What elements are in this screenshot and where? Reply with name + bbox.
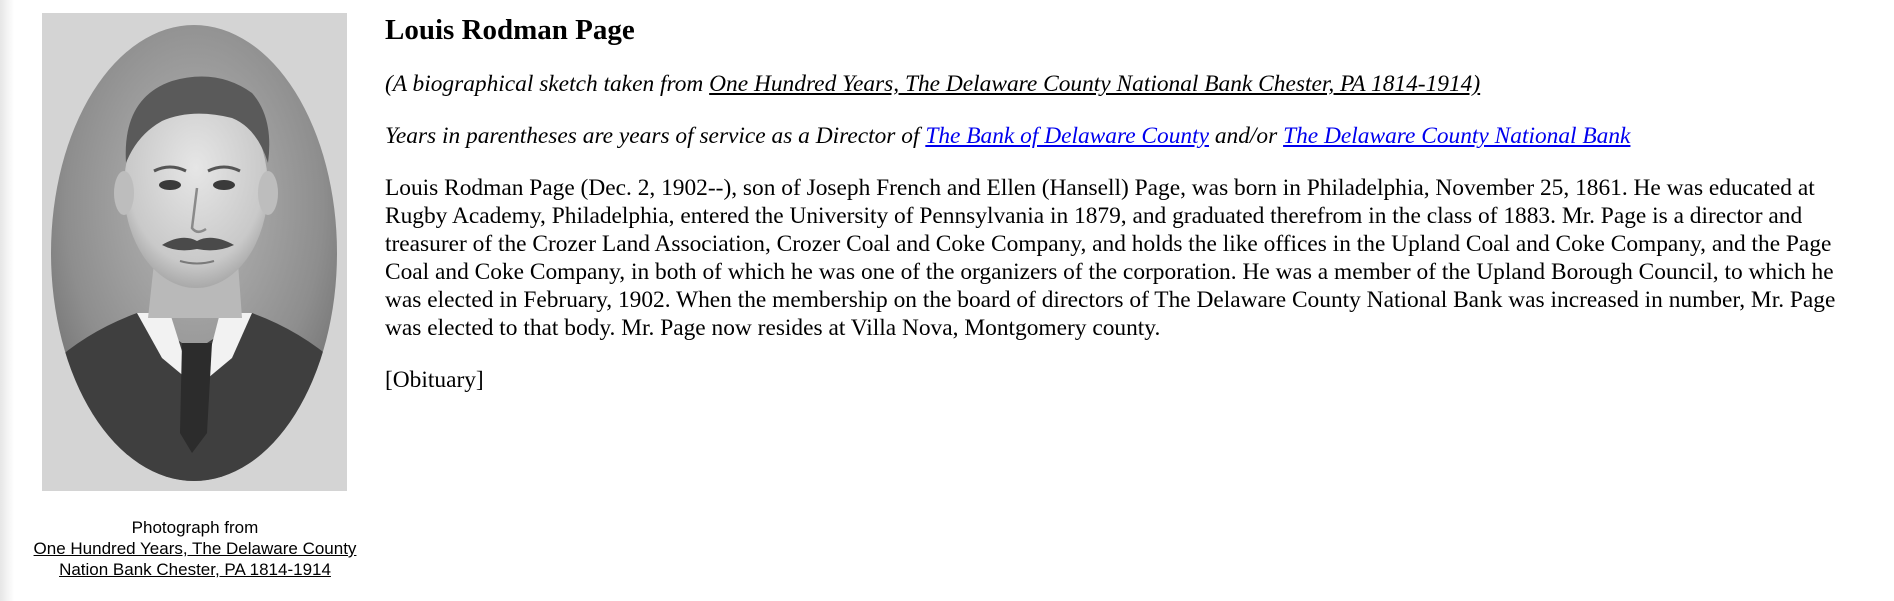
biography-text: Louis Rodman Page (Dec. 2, 1902--), son of Joseph French and Ellen (Hansell) Page, was born in Philadelphia, November 25, 1861. He was educated at Rugby Academy, Philadelphia, entered the University of Pennsylvania in 1879, and graduated therefrom in the class of 1883. Mr. Page is a director and treasurer of the Crozer Land Association, Crozer Coal and Coke Company, and holds the like offices in the Upland Coal and Coke Company, and the Page Coal and Coke Company, in both of which he was one of the organizers of the corporation. He was a member of the Upland Borough Council, to which he was elected in February, 1902. When the membership on the board of directors of The Delaware County National Bank was increased in number, Mr. Page was elected to that body. Mr. Page now resides at Villa Nova, Montgomery county. xyxy=(385,175,1836,341)
source-line xyxy=(385,70,1875,98)
biography-content xyxy=(385,10,1875,394)
caption-source-link[interactable]: One Hundred Years, The Delaware County Nation Bank Chester, PA 1814-1914 xyxy=(33,539,357,579)
years-note-middle: and/or xyxy=(1209,123,1284,149)
years-note-prefix: Years in parentheses are years of service as a Director of xyxy=(385,123,926,149)
source-prefix: (A biographical sketch taken from xyxy=(385,71,710,97)
obituary-label: [Obituary] xyxy=(385,367,484,393)
caption-prefix: Photograph from xyxy=(131,518,259,537)
photo-sidebar xyxy=(14,0,376,601)
photo-caption xyxy=(14,517,376,580)
source-book-link[interactable]: One Hundred Years, The Delaware County National Bank Chester, PA 1814-1914) xyxy=(709,71,1481,97)
years-note xyxy=(385,122,1875,150)
delaware-county-national-bank-link[interactable]: The Delaware County National Bank xyxy=(1283,123,1631,149)
page-title: Louis Rodman Page xyxy=(385,14,635,46)
bank-of-delaware-county-link[interactable]: The Bank of Delaware County xyxy=(925,123,1209,149)
portrait-photo xyxy=(42,13,347,491)
window-edge-shadow xyxy=(0,0,14,601)
